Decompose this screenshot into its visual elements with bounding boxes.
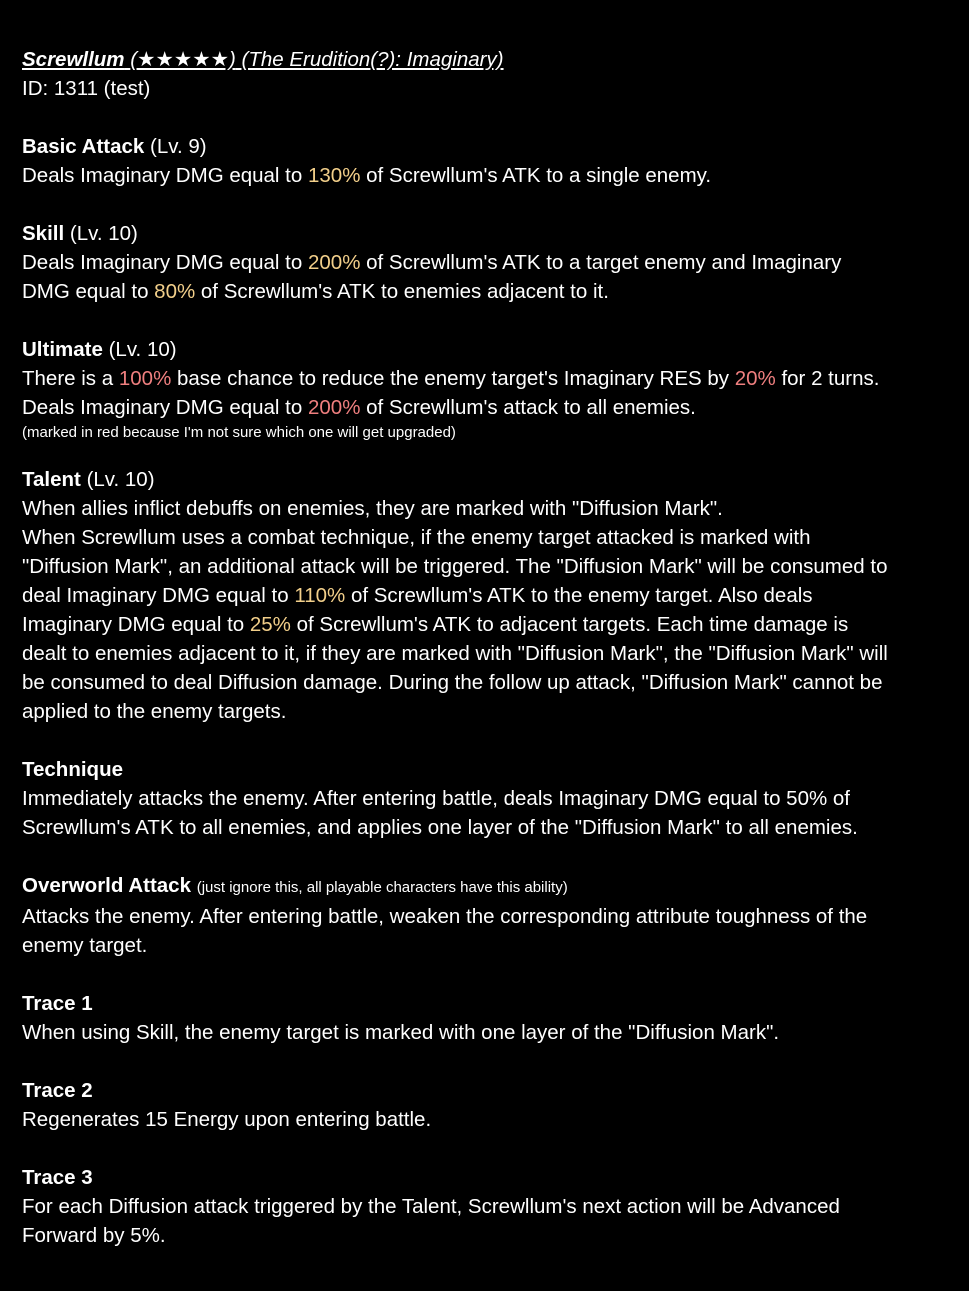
text-fragment: of Screwllum's ATK to a single enemy. — [360, 164, 712, 187]
basic-attack-description — [22, 161, 947, 190]
ultimate-note: (marked in red because I'm not sure which one will get upgraded) — [22, 424, 456, 441]
talent-description-line: dealt to enemies adjacent to it, if they are marked with "Diffusion Mark", the "Diffusion Mark" will — [22, 642, 888, 665]
overworld-attack-description-line: enemy target. — [22, 934, 148, 957]
talent-heading — [22, 465, 947, 494]
highlight-value: 200% — [307, 251, 361, 274]
spacer — [22, 190, 947, 219]
talent-description-line: applied to the enemy targets. — [22, 700, 287, 723]
skill-description-line — [22, 248, 947, 277]
trace-3-description-line: For each Diffusion attack triggered by the Talent, Screwllum's next action will be Advanced — [22, 1195, 840, 1218]
text-fragment: of Screwllum's ATK to the enemy target. Also deals — [345, 584, 813, 607]
skill-description-line — [22, 277, 947, 306]
basic-attack-heading — [22, 132, 947, 161]
trace-3-title: Trace 3 — [22, 1166, 93, 1189]
character-path: (The Erudition(?): Imaginary) — [241, 48, 504, 71]
overworld-attack-note: (just ignore this, all playable characters have this ability) — [196, 879, 568, 896]
text-fragment: There is a — [22, 367, 119, 390]
text-fragment: Imaginary DMG equal to — [22, 613, 250, 636]
overworld-attack-heading — [22, 871, 947, 902]
highlight-value: 110% — [294, 584, 346, 607]
trace-3-description-line: Forward by 5%. — [22, 1224, 166, 1247]
talent-description-line: "Diffusion Mark", an additional attack will be triggered. The "Diffusion Mark" will be consumed to — [22, 555, 888, 578]
spacer — [22, 726, 947, 755]
text-fragment: Deals Imaginary DMG equal to — [22, 396, 308, 419]
technique-description-line: Immediately attacks the enemy. After entering battle, deals Imaginary DMG equal to 50% of — [22, 787, 851, 810]
text-fragment: of Screwllum's ATK to enemies adjacent to it. — [195, 280, 609, 303]
text-fragment: of Screwllum's ATK to adjacent targets. Each time damage is — [290, 613, 849, 636]
spacer — [22, 1134, 947, 1163]
basic-attack-level: (Lv. 9) — [150, 135, 207, 158]
talent-description-line: When Screwllum uses a combat technique, if the enemy target attacked is marked with — [22, 526, 811, 549]
highlight-value-red: 20% — [734, 367, 776, 390]
trace-1-title: Trace 1 — [22, 992, 93, 1015]
ultimate-title: Ultimate — [22, 338, 103, 361]
text-fragment: of Screwllum's attack to all enemies. — [360, 396, 696, 419]
talent-level: (Lv. 10) — [86, 468, 155, 491]
spacer — [22, 103, 947, 132]
overworld-attack-description-line: Attacks the enemy. After entering battle, weaken the corresponding attribute toughness of the — [22, 905, 868, 928]
trace-2-description: Regenerates 15 Energy upon entering battle. — [22, 1108, 432, 1131]
character-id: ID: 1311 (test) — [22, 77, 151, 100]
highlight-value: 130% — [307, 164, 361, 187]
technique-title: Technique — [22, 758, 123, 781]
skill-heading — [22, 219, 947, 248]
skill-level: (Lv. 10) — [69, 222, 138, 245]
talent-description-line — [22, 610, 947, 639]
character-title — [22, 45, 947, 74]
spacer — [22, 306, 947, 335]
character-name: Screwllum — [22, 48, 125, 71]
ultimate-description-line — [22, 364, 947, 393]
text-fragment: DMG equal to — [22, 280, 155, 303]
spacer — [22, 1047, 947, 1076]
text-fragment: Deals Imaginary DMG equal to — [22, 251, 308, 274]
highlight-value: 25% — [249, 613, 291, 636]
spacer — [22, 443, 947, 465]
ultimate-heading — [22, 335, 947, 364]
text-fragment: of Screwllum's ATK to a target enemy and Imaginary — [360, 251, 842, 274]
text-fragment: deal Imaginary DMG equal to — [22, 584, 295, 607]
trace-2-title: Trace 2 — [22, 1079, 93, 1102]
highlight-value: 80% — [154, 280, 196, 303]
technique-description-line: Screwllum's ATK to all enemies, and applies one layer of the "Diffusion Mark" to all enemies. — [22, 816, 858, 839]
ultimate-level: (Lv. 10) — [108, 338, 177, 361]
text-fragment: for 2 turns. — [775, 367, 880, 390]
ultimate-description-line — [22, 393, 947, 422]
character-rarity-stars: (★★★★★) — [130, 48, 236, 71]
talent-description-line: be consumed to deal Diffusion damage. During the follow up attack, "Diffusion Mark" cannot be — [22, 671, 883, 694]
text-fragment: Deals Imaginary DMG equal to — [22, 164, 308, 187]
skill-title: Skill — [22, 222, 65, 245]
basic-attack-title: Basic Attack — [22, 135, 145, 158]
spacer — [22, 960, 947, 989]
talent-title: Talent — [22, 468, 81, 491]
talent-description-line: When allies inflict debuffs on enemies, they are marked with "Diffusion Mark". — [22, 497, 723, 520]
text-fragment: base chance to reduce the enemy target's Imaginary RES by — [171, 367, 735, 390]
technique-heading — [22, 755, 947, 784]
highlight-value-red: 200% — [307, 396, 361, 419]
talent-description-line — [22, 581, 947, 610]
trace-1-description: When using Skill, the enemy target is marked with one layer of the "Diffusion Mark". — [22, 1021, 780, 1044]
highlight-value-red: 100% — [118, 367, 172, 390]
overworld-attack-title: Overworld Attack — [22, 874, 191, 897]
spacer — [22, 842, 947, 871]
